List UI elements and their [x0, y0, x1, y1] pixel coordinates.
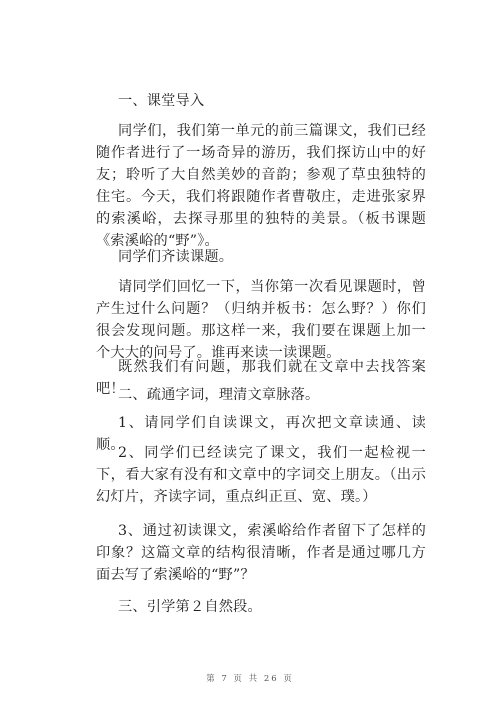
- paragraph-read-title: 同学们齐读课题。: [118, 249, 234, 265]
- paragraph-find-answer: 既然我们有问题，那我们就在文章中去找答案吧！: [96, 359, 426, 397]
- paragraph-step-3: 3、通过初读课文，索溪峪给作者留下了怎样的印象？这篇文章的结构很清晰，作者是通过哪几方面去写了索溪峪的“野”？: [96, 523, 426, 583]
- page-number-footer: 第 7 页 共 26 页: [206, 674, 294, 684]
- section-heading-intro: 一、课堂导入: [118, 93, 205, 109]
- section-heading-paragraph-2: 三、引学第２自然段。: [118, 599, 262, 615]
- paragraph-recall-question: 请同学们回忆一下，当你第一次看见课题时，曾产生过什么问题？（归纳并板书：怎么野？）你们很会发现问题。那这样一来，我们要在课题上加一个大大的问号了。谁再来读一读课题。: [96, 279, 426, 361]
- paragraph-step-2: 2、同学们已经读完了课文，我们一起检视一下，看大家有没有和文章中的字词交上朋友。（出示幻灯片，齐读字词，重点纠正亘、宽、璞。）: [96, 445, 426, 505]
- section-heading-vocabulary: 二、疏通字词，理清文章脉落。: [118, 387, 320, 403]
- paragraph-intro: 同学们，我们第一单元的前三篇课文，我们已经随作者进行了一场奇异的游历，我们探访山中的好友；聆听了大自然美妙的音韵；参观了草虫独特的住宅。今天，我们将跟随作者曹敬庄，走进张家界的索溪峪，去探寻那里的独特的美景。（板书课题《索溪峪的“野”》。: [96, 123, 426, 249]
- paragraph-step-1: 1、请同学们自读课文，再次把文章读通、读顺。: [96, 415, 426, 453]
